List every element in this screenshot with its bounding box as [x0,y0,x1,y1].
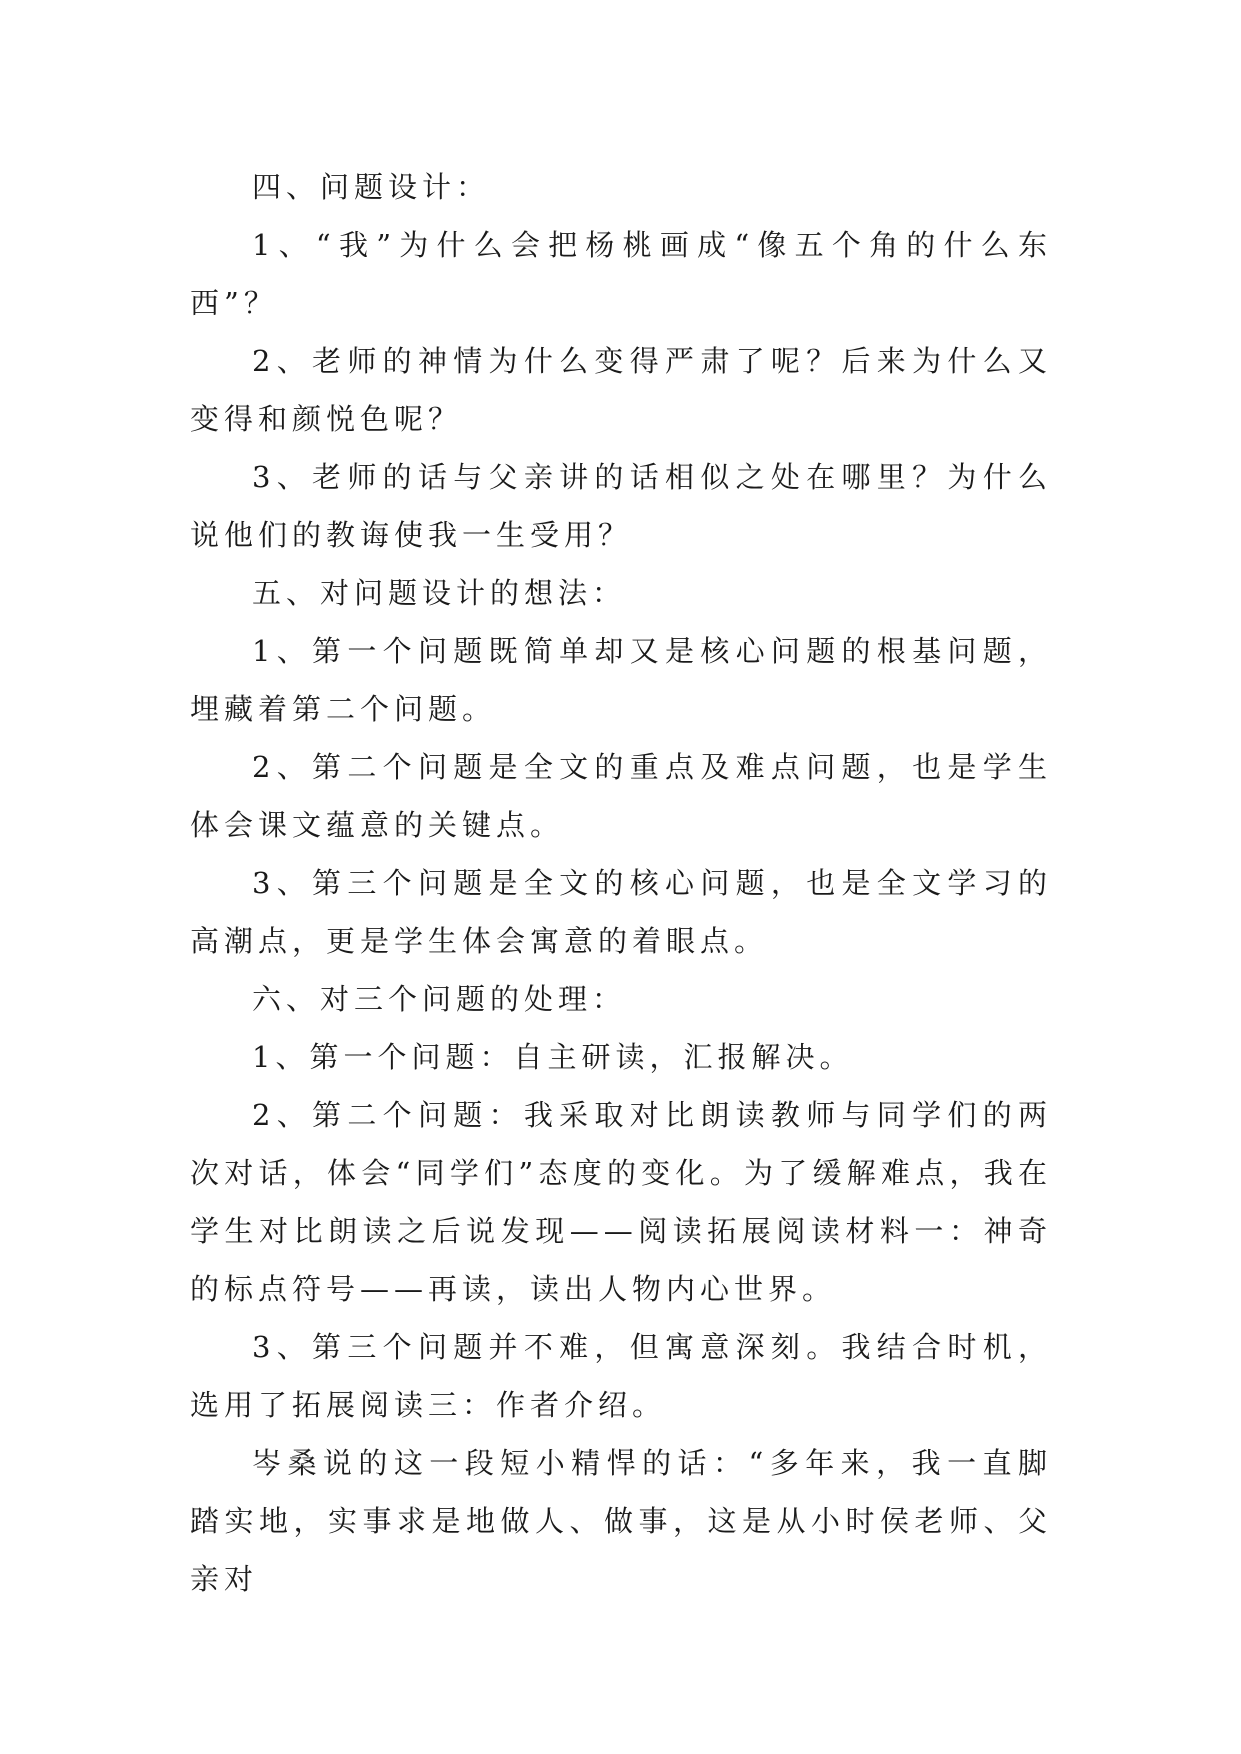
handling-1: 1、第一个问题：自主研读，汇报解决。 [252,1040,854,1074]
thought-3: 3、第三个问题是全文的核心问题，也是全文学习的高潮点，更是学生体会寓意的着眼点。 [190,866,1052,958]
closing-paragraph: 岑桑说的这一段短小精悍的话：“多年来，我一直脚踏实地，实事求是地做人、做事，这是从小时侯老师、父亲对 [190,1446,1052,1596]
question-1: 1、“我”为什么会把杨桃画成“像五个角的什么东西”？ [190,228,1052,320]
question-3: 3、老师的话与父亲讲的话相似之处在哪里？为什么说他们的教诲使我一生受用？ [190,460,1052,552]
thought-1: 1、第一个问题既简单却又是核心问题的根基问题，埋藏着第二个问题。 [190,634,1052,726]
handling-3: 3、第三个问题并不难，但寓意深刻。我结合时机，选用了拓展阅读三：作者介绍。 [190,1330,1052,1422]
section-heading-design-thoughts: 五、对问题设计的想法： [252,576,627,610]
question-2: 2、老师的神情为什么变得严肃了呢？后来为什么又变得和颜悦色呢？ [190,344,1052,436]
document-body [190,158,1052,1608]
section-heading-question-design: 四、问题设计： [252,170,491,204]
thought-2: 2、第二个问题是全文的重点及难点问题，也是学生体会课文蕴意的关键点。 [190,750,1052,842]
handling-2: 2、第二个问题：我采取对比朗读教师与同学们的两次对话，体会“同学们”态度的变化。为了缓解难点，我在学生对比朗读之后说发现——阅读拓展阅读材料一：神奇的标点符号——再读，读出人物内心世界。 [190,1098,1052,1306]
section-heading-handling: 六、对三个问题的处理： [252,982,627,1016]
